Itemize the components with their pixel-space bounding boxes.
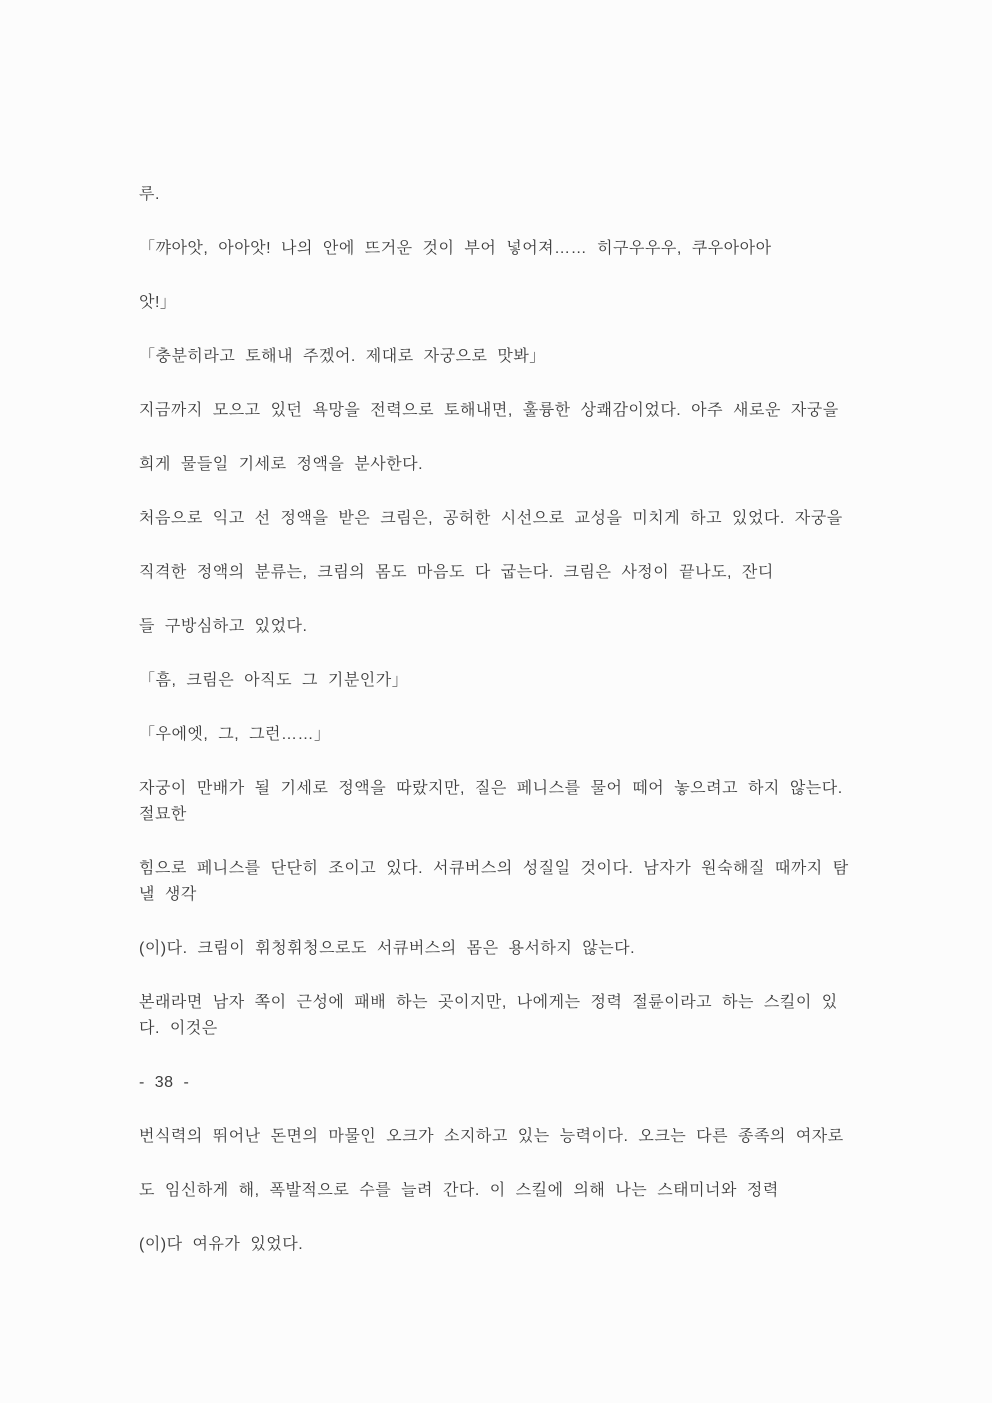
text-line: 「우에엣, 그, 그런……」 (139, 726, 331, 743)
paragraph (139, 398, 872, 424)
paragraph (139, 856, 872, 908)
text-line: 처음으로 익고 선 정액을 받은 크림은, 공허한 시선으로 교성을 미치게 하고 있었다. 자궁을 (139, 510, 843, 527)
text-line: 본래라면 남자 쪽이 근성에 패배 하는 곳이지만, 나에게는 정력 절륜이라고 하는 스킬이 있 (139, 994, 838, 1011)
text-line: 절묘한 (139, 806, 187, 823)
paragraph (139, 344, 872, 370)
paragraph (139, 290, 872, 316)
paragraph (139, 560, 872, 586)
paragraph (139, 452, 872, 478)
paragraph (139, 506, 872, 532)
paragraph (139, 182, 872, 208)
paragraph (139, 614, 872, 640)
paragraph (139, 668, 872, 694)
text-line: 「흠, 크림은 아직도 그 기분인가」 (139, 672, 409, 689)
text-line: (이)다 여유가 있었다. (139, 1236, 304, 1253)
text-line: 힘으로 페니스를 단단히 조이고 있다. 서큐버스의 성질일 것이다. 남자가 원숙해질 때까지 탐 (139, 860, 849, 877)
text-line: 루. (139, 186, 160, 203)
text-line: 자궁이 만배가 될 기세로 정액을 따랐지만, 질은 페니스를 물어 떼어 놓으려고 하지 않는다. (139, 780, 843, 797)
page-number: - 38 - (139, 1074, 190, 1091)
text-line: 다. 이것은 (139, 1020, 218, 1037)
text-line: 낼 생각 (139, 886, 197, 903)
paragraph (139, 990, 872, 1042)
paragraph (139, 722, 872, 748)
text-line: 「꺄아앗, 아아앗! 나의 안에 뜨거운 것이 부어 넣어져…… 히구우우우, 쿠우아아아 (139, 240, 772, 257)
paragraph (139, 1232, 872, 1258)
paragraph (139, 936, 872, 962)
text-line: 도 임신하게 해, 폭발적으로 수를 늘려 간다. 이 스킬에 의해 나는 스태미너와 정력 (139, 1182, 779, 1199)
paragraph (139, 776, 872, 828)
text-line: 번식력의 뛰어난 돈면의 마물인 오크가 소지하고 있는 능력이다. 오크는 다른 종족의 여자로 (139, 1128, 844, 1145)
text-content (139, 182, 872, 1286)
text-line: 직격한 정액의 분류는, 크림의 몸도 마음도 다 굽는다. 크림은 사정이 끝나도, 잔디 (139, 564, 774, 581)
paragraph (139, 236, 872, 262)
paragraph (139, 1124, 872, 1150)
text-line: 지금까지 모으고 있던 욕망을 전력으로 토해내면, 훌륭한 상쾌감이었다. 아주 새로운 자궁을 (139, 402, 839, 419)
text-line: 들 구방심하고 있었다. (139, 618, 308, 635)
paragraph (139, 1178, 872, 1204)
text-line: 앗!」 (139, 294, 177, 311)
text-line: (이)다. 크림이 휘청휘청으로도 서큐버스의 몸은 용서하지 않는다. (139, 940, 636, 957)
text-line: 「충분히라고 토해내 주겠어. 제대로 자궁으로 맛봐」 (139, 348, 546, 365)
paragraph (139, 1070, 872, 1096)
text-line: 희게 물들일 기세로 정액을 분사한다. (139, 456, 424, 473)
